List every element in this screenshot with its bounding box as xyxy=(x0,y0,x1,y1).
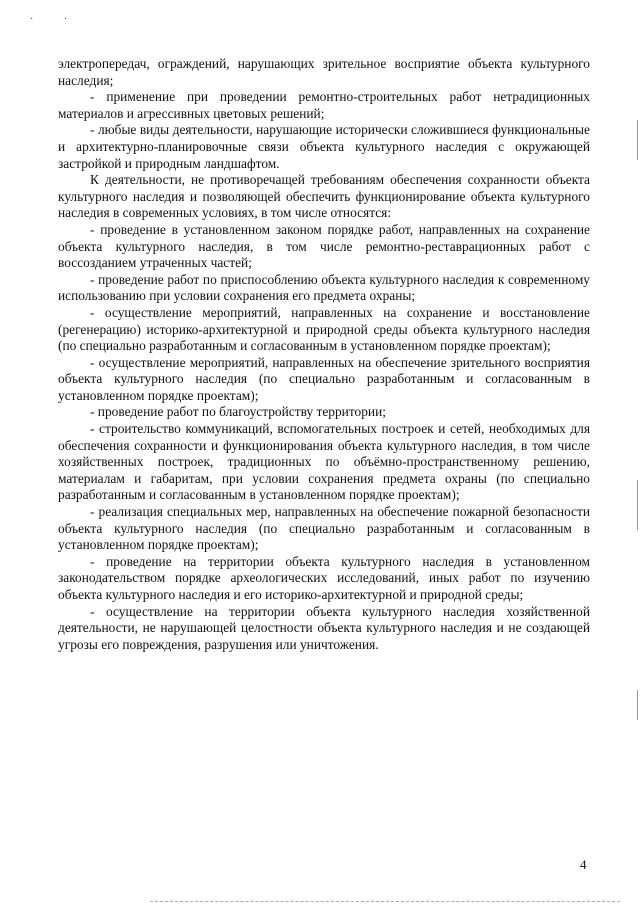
paragraph: - осуществление на территории объекта культурного наследия хозяйственной деятельности, не нарушающей целостности объекта культурного наследия и не создающей угрозы его повреждения, разрушения или уничтожения. xyxy=(58,603,590,652)
scan-bottom-edge xyxy=(150,901,620,902)
paragraph: - осуществление мероприятий, направленных на обеспечение зрительного восприятия объекта культурного наследия (по специально разработанным и согласованным в установленном порядке проектам); xyxy=(58,354,590,403)
paragraph: - проведение работ по благоустройству территории; xyxy=(90,404,386,420)
scan-artifact: · · xyxy=(30,14,82,25)
paragraph: - осуществление мероприятий, направленных на сохранение и восстановление (регенерацию) историко-архитектурной и природной среды объекта культурного наследия (по специально разработанным и согласованным в установленном порядке проектам); xyxy=(58,304,590,354)
paragraph: - проведение в установленном законом порядке работ, направленных на сохранение объекта культурного наследия, в том числе ремонтно-реставрационных работ с воссозданием утраченных частей; xyxy=(58,221,590,271)
document-body xyxy=(58,56,590,653)
page-number: 4 xyxy=(580,857,587,872)
scan-edge-mark xyxy=(637,120,638,160)
paragraph: К деятельности, не противоречащей требованиям обеспечения сохранности объекта культурного наследия и позволяющей обеспечить функционирование объекта культурного наследия в современных условиях, в том числе относятся: xyxy=(58,172,590,221)
paragraph: - строительство коммуникаций, вспомогательных построек и сетей, необходимых для обеспечения сохранности и функционирования объекта культурного наследия, в том числе хозяйственных построек, традиционных по объёмно-пространственному решению, материалам и габаритам, при условии сохранения предмета охраны (по специально разработанным и согласованным в установленном порядке проектам); xyxy=(58,421,590,503)
paragraph: электропередач, ограждений, нарушающих зрительное восприятие объекта культурного наследия; xyxy=(58,56,590,88)
paragraph: - любые виды деятельности, нарушающие исторически сложившиеся функциональные и архитектурно-планировочные связи объекта культурного наследия с окружающей застройкой и природным ландшафтом. xyxy=(58,122,590,171)
paragraph: - проведение на территории объекта культурного наследия в установленном законодательством порядке археологических исследований, иных работ по изучению объекта культурного наследия и его историко-архитектурной и природной среды; xyxy=(58,553,590,602)
paragraph: - реализация специальных мер, направленных на обеспечение пожарной безопасности объекта культурного наследия (по специально разработанным и согласованным в установленном порядке проектам); xyxy=(58,504,590,553)
paragraph: - проведение работ по приспособлению объекта культурного наследия к современному использованию при условии сохранения его предмета охраны; xyxy=(58,271,590,304)
paragraph: - применение при проведении ремонтно-строительных работ нетрадиционных материалов и агрессивных цветовых решений; xyxy=(58,89,590,121)
scan-edge-mark xyxy=(637,690,638,720)
scan-edge-mark xyxy=(637,480,638,530)
